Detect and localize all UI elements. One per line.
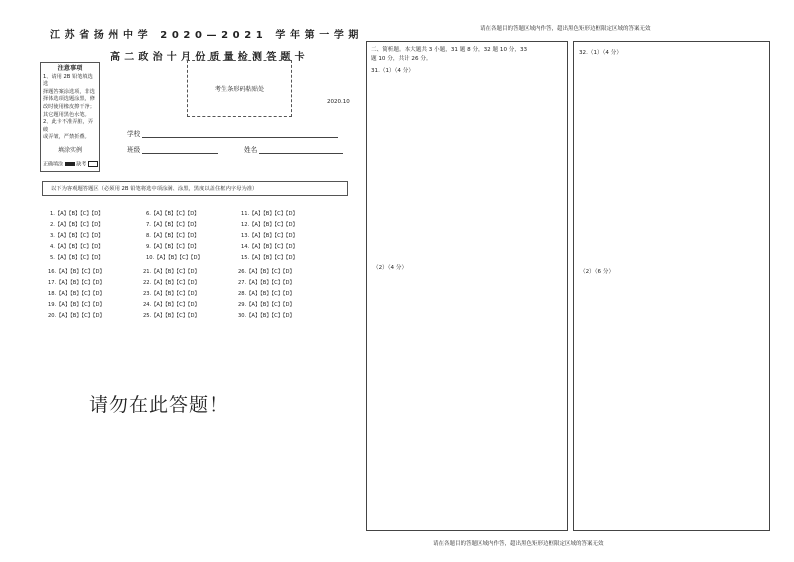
question-row[interactable]: 11.【A】【B】【C】【D】 [241, 211, 298, 217]
question-row[interactable]: 2.【A】【B】【C】【D】 [50, 222, 104, 228]
exam-title-line2: 高二政治十月份质量检测答题卡 [110, 52, 309, 63]
exam-date: 2020.10 [327, 99, 350, 105]
answer-panel-32[interactable] [573, 41, 770, 531]
question-row[interactable]: 3.【A】【B】【C】【D】 [50, 233, 104, 239]
panel-header-line2: 题 10 分，共计 26 分。 [371, 56, 432, 62]
question-row[interactable]: 12.【A】【B】【C】【D】 [241, 222, 298, 228]
question-row[interactable]: 24.【A】【B】【C】【D】 [143, 302, 200, 308]
question-31-part2: （2）（4 分） [373, 265, 408, 271]
question-32-part2: （2）（6 分） [580, 269, 615, 275]
name-input-line[interactable] [259, 145, 343, 154]
school-input-line[interactable] [142, 129, 338, 138]
question-row[interactable]: 27.【A】【B】【C】【D】 [238, 280, 295, 286]
absent-checkbox[interactable] [88, 161, 98, 167]
barcode-area [187, 60, 292, 117]
question-row[interactable]: 28.【A】【B】【C】【D】 [238, 291, 295, 297]
barcode-label: 考生条形码粘贴处 [214, 86, 265, 93]
class-input-line[interactable] [142, 145, 218, 154]
top-notice: 请在各题目的答题区域内作答，超出黑色矩形边框限定区域的答案无效 [480, 26, 651, 32]
exam-title-line1: 江苏省扬州中学 2020—2021 学年第一学期 [50, 30, 364, 41]
name-field [244, 144, 343, 154]
question-row[interactable]: 10.【A】【B】【C】【D】 [146, 255, 203, 261]
notice-line: 择体选项选题涂黑，修 [43, 96, 95, 103]
question-row[interactable]: 4.【A】【B】【C】【D】 [50, 244, 104, 250]
question-row[interactable]: 9.【A】【B】【C】【D】 [146, 244, 200, 250]
question-row[interactable]: 5.【A】【B】【C】【D】 [50, 255, 104, 261]
fill-example-row [43, 161, 97, 169]
answer-panel-31[interactable] [366, 41, 568, 531]
notice-line: 2、此卡不准弄脏，弄破 [43, 119, 93, 133]
correct-fill-label: 正确填涂 [43, 161, 64, 168]
question-row[interactable]: 26.【A】【B】【C】【D】 [238, 269, 295, 275]
question-31-part1: 31.（1）（4 分） [371, 68, 414, 74]
school-label: 学校 [127, 130, 141, 138]
question-row[interactable]: 25.【A】【B】【C】【D】 [143, 313, 200, 319]
question-row[interactable]: 18.【A】【B】【C】【D】 [48, 291, 105, 297]
question-32-part1: 32.（1）（4 分） [579, 50, 622, 56]
question-row[interactable]: 21.【A】【B】【C】【D】 [143, 269, 200, 275]
class-field [127, 144, 218, 154]
question-row[interactable]: 7.【A】【B】【C】【D】 [146, 222, 200, 228]
notice-line: 择题答案涂选项，非选 [43, 88, 95, 95]
question-row[interactable]: 14.【A】【B】【C】【D】 [241, 244, 298, 250]
panel-header-line1: 二、简析题。本大题共 3 小题，31 题 8 分，32 题 10 分，33 [371, 47, 528, 53]
notice-line: 或弄皱，严禁折叠。 [43, 134, 90, 141]
question-row[interactable]: 23.【A】【B】【C】【D】 [143, 291, 200, 297]
question-row[interactable]: 30.【A】【B】【C】【D】 [238, 313, 295, 319]
name-label: 姓名 [244, 146, 258, 154]
filled-mark-icon [65, 162, 75, 166]
class-label: 班级 [127, 146, 141, 154]
school-field [127, 128, 338, 138]
question-row[interactable]: 1.【A】【B】【C】【D】 [50, 211, 104, 217]
no-answer-warning: 请勿在此答题！ [89, 394, 230, 416]
question-row[interactable]: 22.【A】【B】【C】【D】 [143, 280, 200, 286]
notice-line: 其它题用黑色水笔。 [43, 111, 90, 118]
absent-label: 缺考 [76, 161, 87, 168]
question-row[interactable]: 16.【A】【B】【C】【D】 [48, 269, 105, 275]
notice-line: 改时使用橡皮擦干净； [43, 103, 95, 110]
notice-line: 1、请用 2B 铅笔填选选 [43, 73, 93, 88]
question-row[interactable]: 20.【A】【B】【C】【D】 [48, 313, 105, 319]
bottom-notice: 请在各题目的答题区域内作答，超出黑色矩形边框限定区域的答案无效 [433, 541, 604, 547]
objective-instruction: 以下为客观题答题区（必须用 2B 铅笔将选中项涂满、涂黑，黑度以盖住框内字母为准） [42, 181, 348, 196]
question-row[interactable]: 29.【A】【B】【C】【D】 [238, 302, 295, 308]
notice-box [40, 62, 100, 172]
question-row[interactable]: 19.【A】【B】【C】【D】 [48, 302, 105, 308]
fill-example-title: 填涂实例 [57, 146, 82, 154]
question-row[interactable]: 15.【A】【B】【C】【D】 [241, 255, 298, 261]
notice-title: 注意事项 [57, 65, 83, 72]
question-row[interactable]: 6.【A】【B】【C】【D】 [146, 211, 200, 217]
question-row[interactable]: 13.【A】【B】【C】【D】 [241, 233, 298, 239]
question-row[interactable]: 17.【A】【B】【C】【D】 [48, 280, 105, 286]
question-row[interactable]: 8.【A】【B】【C】【D】 [146, 233, 200, 239]
